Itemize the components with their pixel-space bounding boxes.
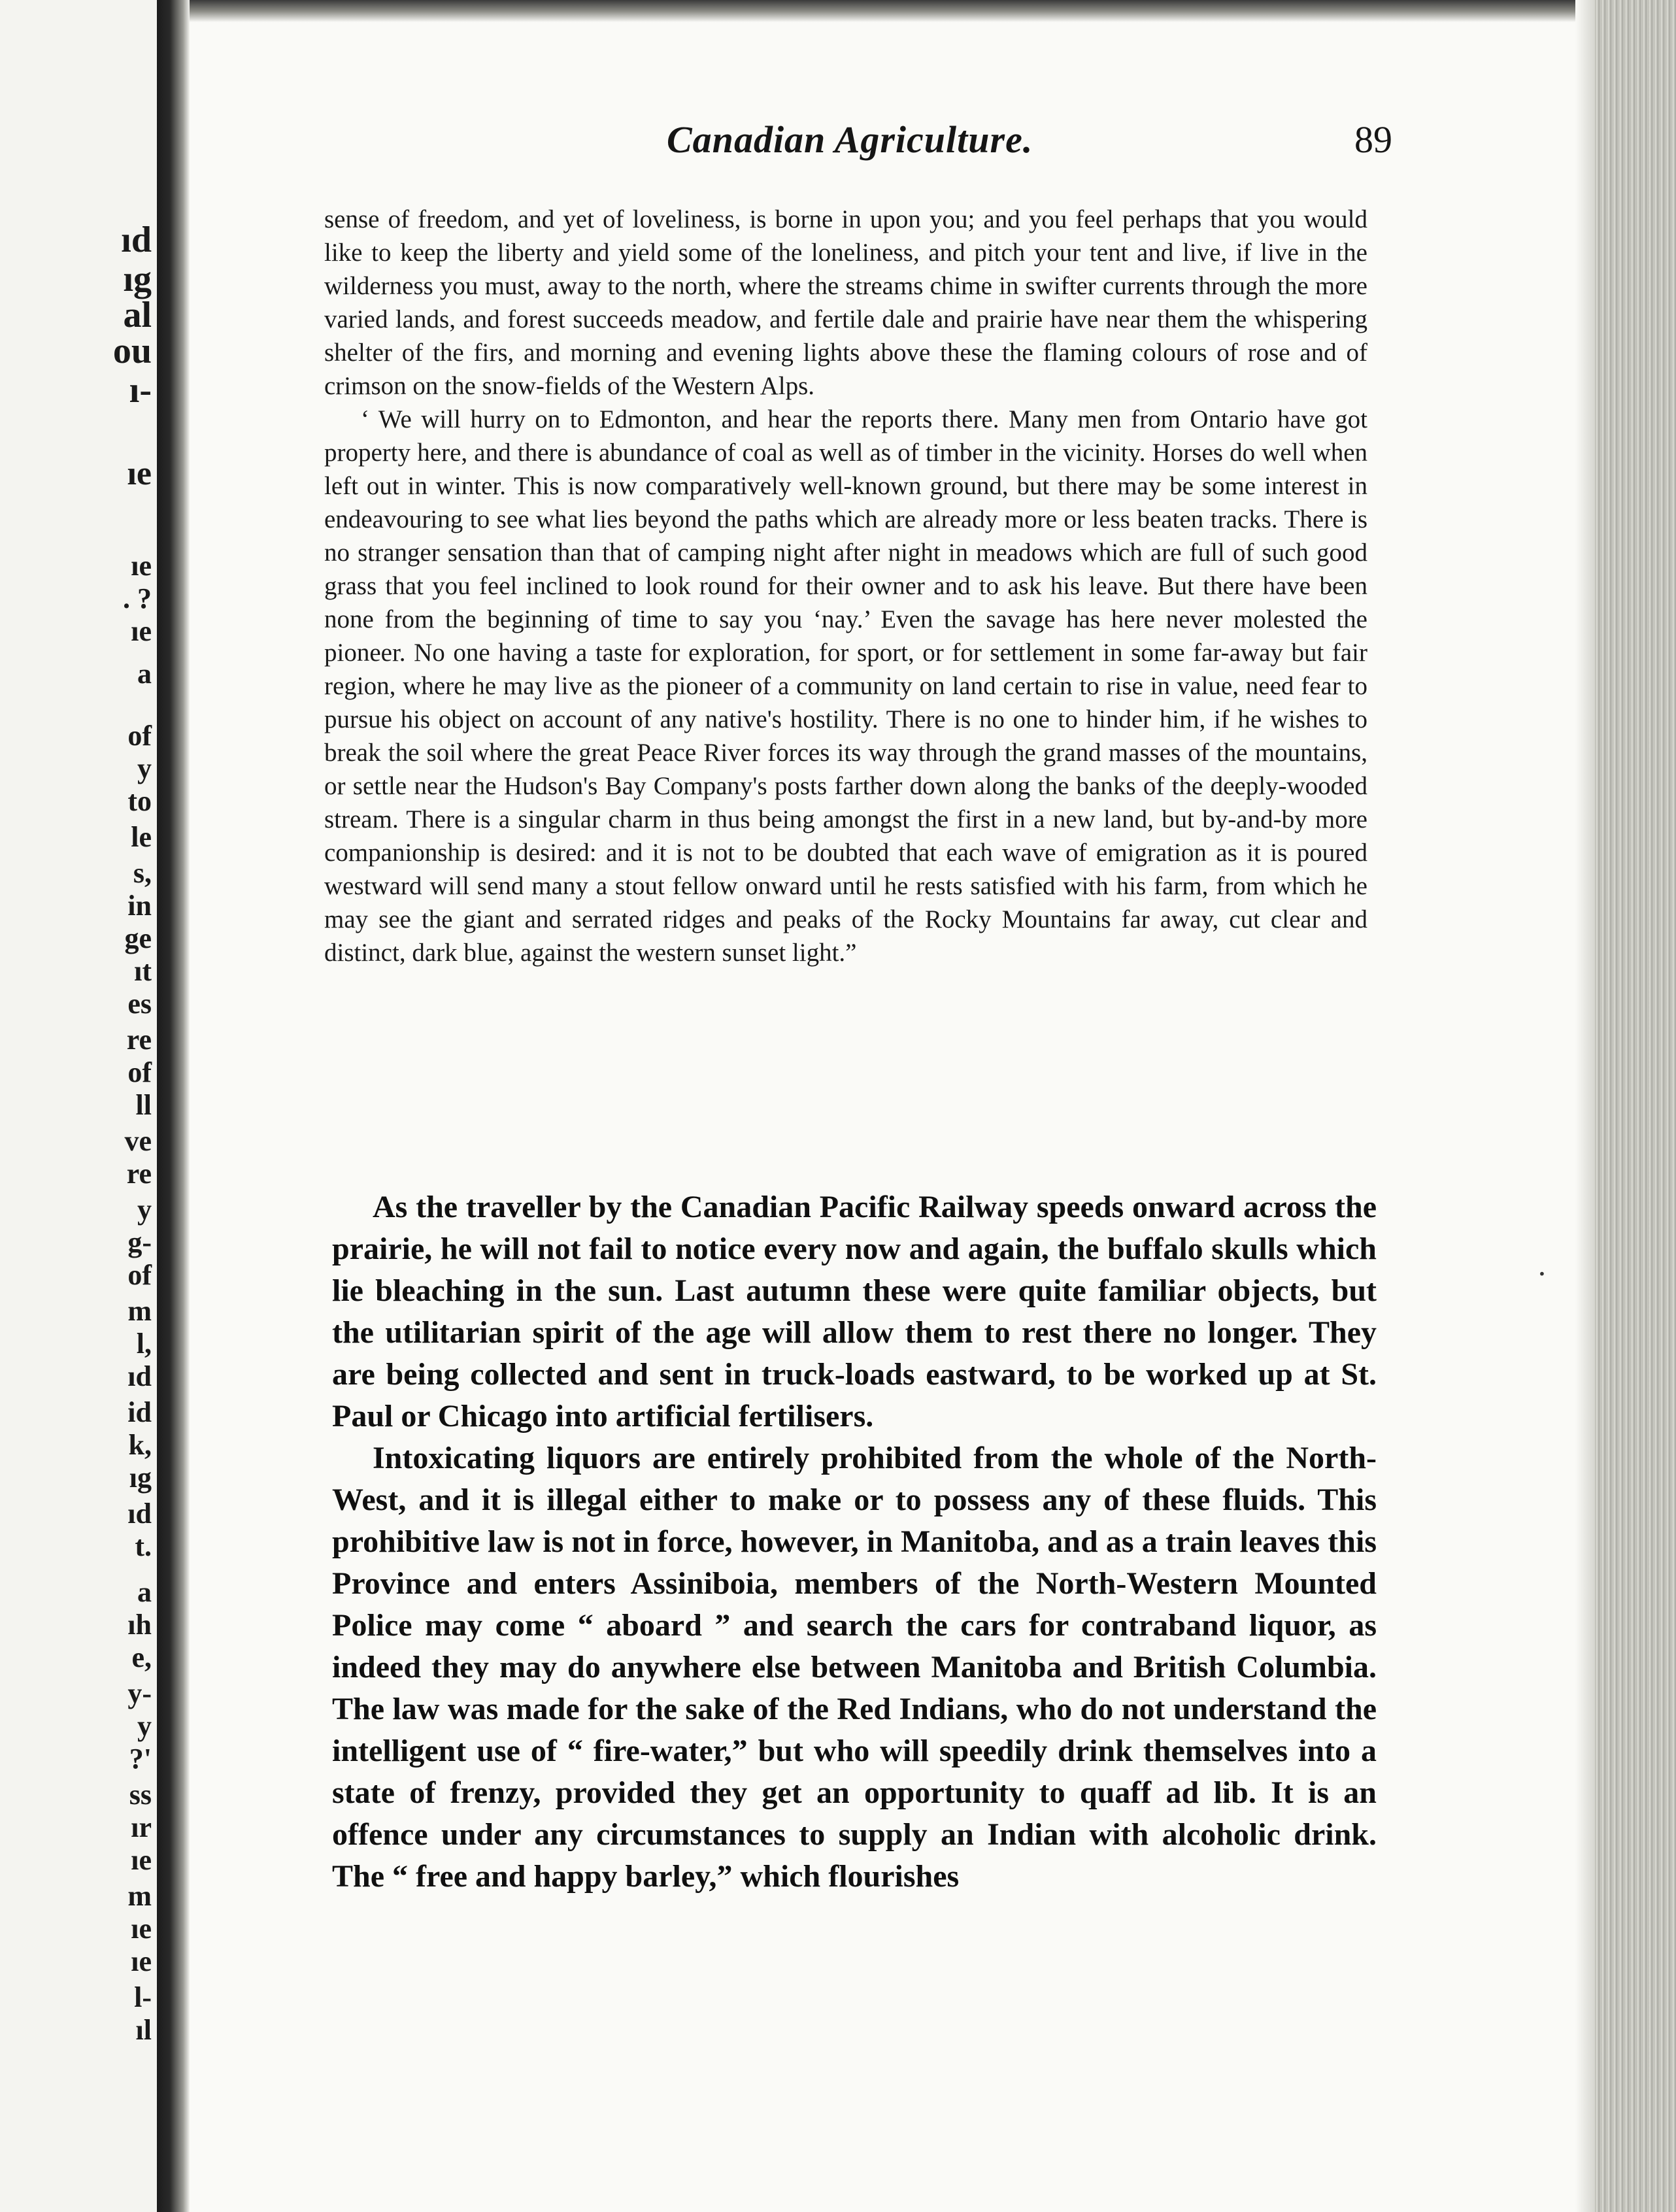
quoted-passage — [324, 203, 1367, 969]
facing-page-fragment: m — [127, 1880, 152, 1912]
facing-page-edge — [0, 0, 157, 2212]
facing-page-fragment: y- — [127, 1677, 152, 1709]
facing-page-fragment: ıe — [131, 1844, 152, 1876]
margin-mark: · — [1537, 1258, 1547, 1291]
facing-page-fragment: ıd — [121, 220, 152, 260]
facing-page-fragment: l- — [134, 1981, 152, 2013]
facing-page-fragment: es — [127, 988, 152, 1020]
facing-page-fragment: ıt — [134, 955, 152, 987]
running-head-title: Canadian Agriculture. — [667, 118, 1033, 161]
running-head — [327, 118, 1392, 176]
facing-page-fragment: y — [137, 1194, 152, 1226]
facing-page-fragment: ?' — [129, 1743, 152, 1775]
facing-page-fragment: ou — [112, 331, 152, 371]
facing-page-fragment: id — [127, 1396, 152, 1428]
facing-page-fragment: ıh — [127, 1609, 152, 1641]
facing-page-fragment: ıg — [129, 1462, 152, 1494]
facing-page-fragment: re — [126, 1158, 152, 1190]
facing-page-fragment: ıd — [127, 1360, 152, 1392]
facing-page-fragment: le — [131, 821, 152, 853]
facing-page-fragment: ıe — [131, 615, 152, 647]
facing-page-fragment: to — [127, 785, 152, 817]
facing-page-fragment: ıd — [127, 1498, 152, 1530]
facing-page-fragment: of — [127, 1056, 152, 1088]
facing-page-fragment: ve — [124, 1125, 152, 1157]
facing-page-fragment: ll — [135, 1089, 152, 1121]
facing-page-fragment: ıe — [127, 455, 152, 492]
body-paragraph: As the traveller by the Canadian Pacific Railway speeds onward across the prairie, he will not fail to notice every now and again, the buffalo skulls which lie bleaching in the sun. Last autumn these were quite familiar objects, but the utilitarian spirit of the age will allow them to rest there no longer. They are being collected and sent in truck-loads eastward, to be worked up at St. Paul or Chicago into artificial fertilisers. — [332, 1190, 1377, 1433]
facing-page-fragment: e, — [131, 1641, 152, 1673]
facing-page-fragment: m — [127, 1295, 152, 1327]
facing-page-fragment: k, — [128, 1429, 152, 1461]
facing-page-fragment: ge — [124, 922, 152, 954]
facing-page-fragment: a — [137, 1576, 152, 1608]
facing-page-fragment: . ? — [123, 582, 152, 614]
quote-paragraph: ‘ We will hurry on to Edmonton, and hear the reports there. Many men from Ontario have got property here, and there is abundance of coal as well as of timber in the vicinity. Horses do well when left out in winter. This is now comparatively well-known ground, but there may be some interest in endeavouring to see what lies beyond the paths which are already more or less beaten tracks. There is no stranger sensation than that of camping night after night in meadows which are full of such good grass that you feel inclined to look round for their owner and to ask his leave. But there have been none from the beginning of time to say you ‘nay.’ Even the savage has here never molested the pioneer. No one having a taste for exploration, for sport, or for settlement in some far-away but fair region, where he may live as the pioneer of a community on land certain to rise in value, need fear to pursue his object on account of any native's hostility. There is no one to hinder him, if he wishes to break the soil where the great Peace River forces its way through the grand masses of the mountains, or settle near the Hudson's Bay Company's posts farther down along the banks of the deeply-wooded stream. There is a singular charm in thus being amongst the first in a new land, but by-and-by more companionship is desired: and it is not to be doubted that each wave of emigration as it is poured westward will send many a stout fellow onward until he rests satisfied with his farm, from which he may see the giant and serrated ridges and peaks of the Rocky Mountains far away, cut clear and distinct, dark blue, against the western sunset light.” — [324, 405, 1367, 967]
book-spine-shadow — [157, 0, 190, 2212]
facing-page-fragment: in — [127, 890, 152, 922]
body-paragraph: Intoxicating liquors are entirely prohibited from the whole of the North-West, and it is illegal either to make or to possess any of these fluids. This prohibitive law is not in force, however, in Manitoba, and as a train leaves this Province and enters Assiniboia, members of the North-Western Mounted Police may come “ aboard ” and search the cars for contraband liquor, as indeed they may do anywhere else between Manitoba and British Columbia. The law was made for the sake of the Red Indians, who do not understand the intelligent use of “ fire-water,” but who will speedily drink themselves into a state of frenzy, provided they get an opportunity to quaff ad lib. It is an offence under any circumstances to supply an Indian with alcoholic drink. The “ free and happy barley,” which flourishes — [332, 1441, 1377, 1894]
quote-paragraph: sense of freedom, and yet of loveliness, is borne in upon you; and you feel perhaps that you would like to keep the liberty and yield some of the loneliness, and pitch your tent and live, if live in the wilderness you must, away to the north, where the streams chime in swifter currents through the more varied lands, and forest succeeds meadow, and fertile dale and prairie have near them the whispering shelter of the firs, and morning and evening lights above these the flaming colours of rose and of crimson on the snow-fields of the Western Alps. — [324, 205, 1367, 400]
facing-page-fragment: of — [127, 1259, 152, 1291]
page-number: 89 — [1354, 118, 1392, 161]
facing-page-fragment: ıl — [135, 2014, 152, 2046]
facing-page-fragment: ıe — [131, 1913, 152, 1945]
facing-page-fragment: ıe — [131, 550, 152, 582]
facing-page-fragment: a — [137, 658, 152, 690]
top-edge-shadow — [190, 0, 1615, 22]
facing-page-fragment: s, — [133, 857, 152, 889]
facing-page-fragment: y — [137, 752, 152, 784]
facing-page-fragment: ır — [131, 1811, 152, 1843]
facing-page-fragment: y — [137, 1710, 152, 1742]
facing-page-fragment: ıg — [123, 259, 152, 299]
facing-page-fragment: re — [126, 1024, 152, 1056]
facing-page-fragment: t. — [135, 1530, 152, 1562]
page-stack-edge — [1595, 0, 1676, 2212]
facing-page-fragment: al — [123, 295, 152, 335]
facing-page-fragment: ss — [129, 1779, 152, 1811]
facing-page-fragment: l, — [136, 1328, 152, 1360]
main-text — [332, 1186, 1377, 1898]
facing-page-fragment: of — [127, 720, 152, 752]
facing-page-fragment: ı- — [129, 370, 152, 411]
facing-page-fragment: ıe — [131, 1945, 152, 1977]
facing-page-fragment: g- — [127, 1226, 152, 1258]
